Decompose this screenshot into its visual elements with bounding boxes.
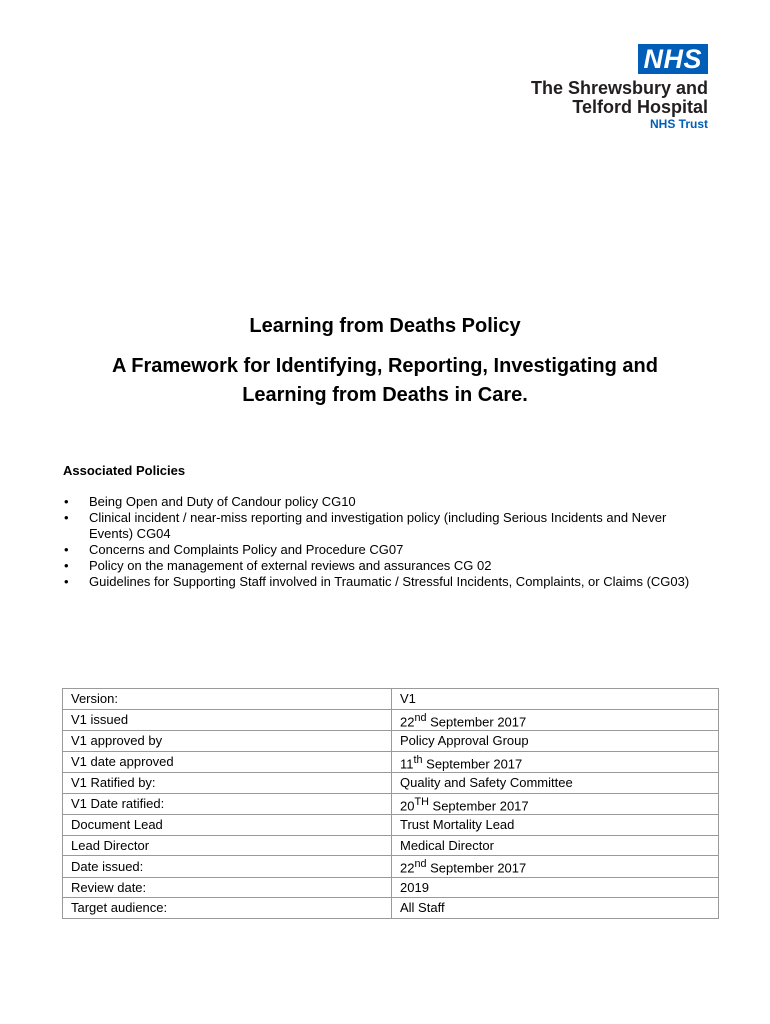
- table-row: [63, 856, 719, 877]
- document-subtitle: [0, 352, 770, 410]
- row-value: Trust Mortality Lead: [392, 815, 719, 836]
- associated-policies-list: [63, 494, 713, 590]
- row-value: Policy Approval Group: [392, 731, 719, 752]
- table-row: [63, 877, 719, 898]
- document-title: Learning from Deaths Policy: [249, 315, 521, 337]
- table-row: [63, 709, 719, 730]
- row-value: All Staff: [392, 898, 719, 919]
- list-item: [63, 494, 713, 510]
- row-value: 2019: [392, 877, 719, 898]
- nhs-trust-logo: [531, 44, 708, 132]
- row-label: V1 approved by: [63, 731, 392, 752]
- nhs-logo-mark: NHS: [638, 44, 708, 74]
- list-item: [63, 558, 713, 574]
- subtitle-line-1: A Framework for Identifying, Reporting, Investigating and: [112, 355, 658, 377]
- row-value: 20TH September 2017: [392, 793, 719, 814]
- bullet-icon: •: [64, 494, 69, 509]
- list-item: [63, 574, 713, 590]
- row-label: Lead Director: [63, 835, 392, 856]
- row-value: 22nd September 2017: [392, 709, 719, 730]
- table-row: [63, 793, 719, 814]
- policy-text: Policy on the management of external reviews and assurances CG 02: [89, 558, 492, 573]
- row-label: Document Lead: [63, 815, 392, 836]
- table-row: [63, 731, 719, 752]
- row-label: V1 date approved: [63, 751, 392, 772]
- policy-text: Concerns and Complaints Policy and Procedure CG07: [89, 542, 404, 557]
- list-item: [63, 510, 713, 542]
- row-label: V1 Date ratified:: [63, 793, 392, 814]
- row-value: V1: [392, 689, 719, 710]
- table-row: [63, 898, 719, 919]
- row-label: V1 issued: [63, 709, 392, 730]
- row-value: 22nd September 2017: [392, 856, 719, 877]
- associated-policies-heading: Associated Policies: [63, 463, 186, 478]
- row-label: Target audience:: [63, 898, 392, 919]
- list-item: [63, 542, 713, 558]
- table-row: [63, 815, 719, 836]
- row-value: Quality and Safety Committee: [392, 773, 719, 794]
- row-value: Medical Director: [392, 835, 719, 856]
- org-name-line2: Telford Hospital: [572, 97, 708, 117]
- row-label: V1 Ratified by:: [63, 773, 392, 794]
- row-label: Version:: [63, 689, 392, 710]
- bullet-icon: •: [64, 542, 69, 557]
- bullet-icon: •: [64, 510, 69, 525]
- row-value: 11th September 2017: [392, 751, 719, 772]
- table-row: [63, 773, 719, 794]
- policy-text: Guidelines for Supporting Staff involved in Traumatic / Stressful Incidents, Complaints, or Claims (CG03): [89, 574, 690, 589]
- subtitle-line-2: Learning from Deaths in Care.: [242, 384, 528, 406]
- org-name-trust: NHS Trust: [649, 117, 708, 131]
- row-label: Date issued:: [63, 856, 392, 877]
- policy-text: Clinical incident / near-miss reporting and investigation policy (including Serious Incidents and Never Events) CG04: [89, 510, 667, 541]
- table-row: [63, 835, 719, 856]
- document-control-table: [62, 688, 719, 919]
- bullet-icon: •: [64, 574, 69, 589]
- bullet-icon: •: [64, 558, 69, 573]
- table-row: [63, 751, 719, 772]
- row-label: Review date:: [63, 877, 392, 898]
- table-row: [63, 689, 719, 710]
- policy-text: Being Open and Duty of Candour policy CG10: [89, 494, 356, 509]
- org-name-line1: The Shrewsbury and: [530, 78, 708, 98]
